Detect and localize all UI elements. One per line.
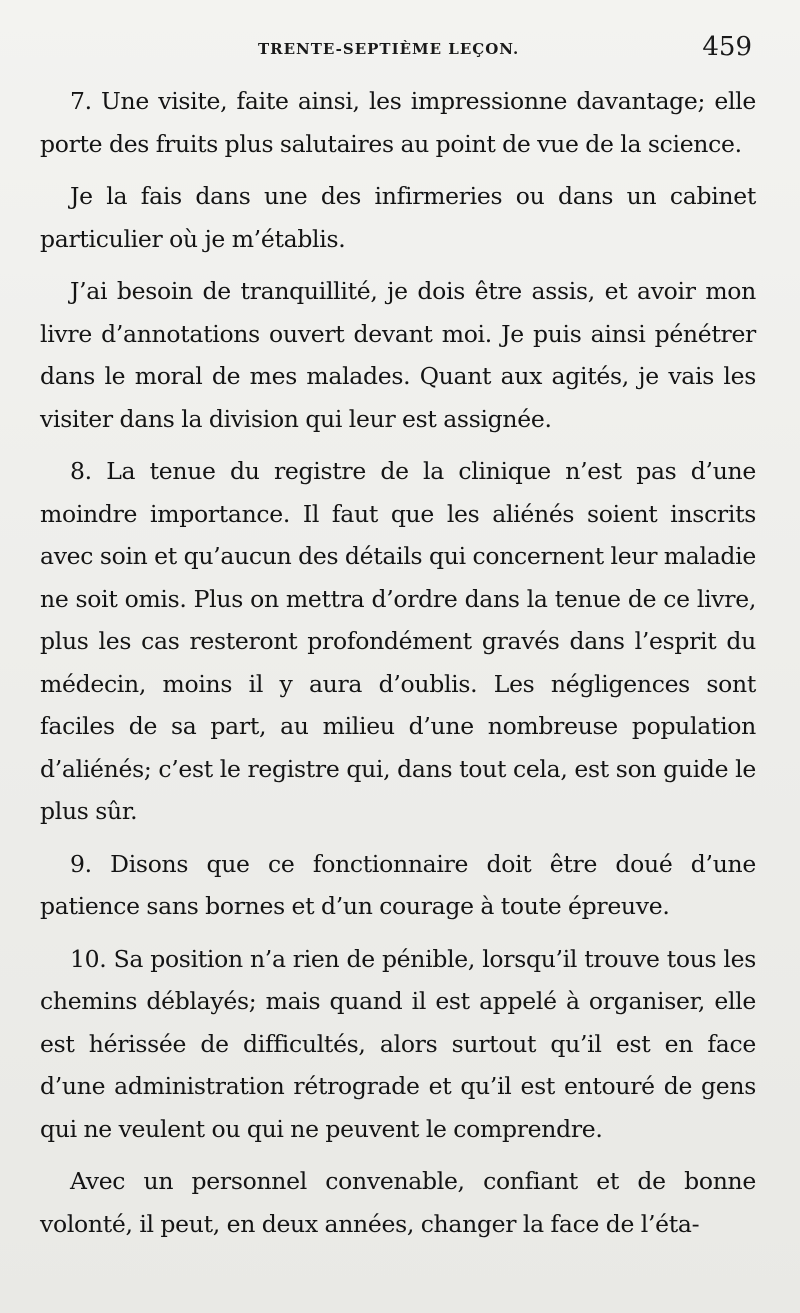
paragraph-8: 8. La tenue du registre de la clinique n’est pas d’une moindre importance. Il faut que les aliénés soient inscrits avec soin et qu’aucun des détails qui concernent leur maladie ne soit omis. Plus on mettra d’ordre dans la tenue de ce livre, plus les cas resteront profondément gravés dans l’esprit du médecin, moins il y aura d’oublis. Les négligences sont faciles de sa part, au milieu d’une nombreuse population d’aliénés; c’est le registre qui, dans tout cela, est son guide le plus sûr. <box>40 457 756 825</box>
body-text <box>40 80 756 1255</box>
paragraph-avec: Avec un personnel convenable, confiant et de bonne volonté, il peut, en deux années, changer la face de l’éta- <box>40 1167 756 1238</box>
paragraph-9: 9. Disons que ce fonctionnaire doit être doué d’une patience sans bornes et d’un courage à toute épreuve. <box>40 849 756 920</box>
page-number: 459 <box>702 32 752 62</box>
paragraph-infirmeries: Je la fais dans une des infirmeries ou dans un cabinet particulier où je m’établis. <box>40 182 756 253</box>
running-head: TRENTE-SEPTIÈME LEÇON. <box>258 40 520 58</box>
paragraph-tranquillite: J’ai besoin de tranquillité, je dois être assis, et avoir mon livre d’annotations ouvert devant moi. Je puis ainsi pénétrer dans le moral de mes malades. Quant aux agités, je vais les visiter dans la division qui leur est assignée. <box>40 277 756 433</box>
paragraph-10: 10. Sa position n’a rien de pénible, lorsqu’il trouve tous les chemins déblayés; mais quand il est appelé à organiser, elle est hérissée de difficultés, alors surtout qu’il est en face d’une administration rétrograde et qu’il est entouré de gens qui ne veulent ou qui ne peuvent le comprendre. <box>40 944 756 1143</box>
page-header <box>40 30 756 70</box>
paragraph-7: 7. Une visite, faite ainsi, les impressionne davantage; elle porte des fruits plus salutaires au point de vue de la science. <box>40 87 756 158</box>
